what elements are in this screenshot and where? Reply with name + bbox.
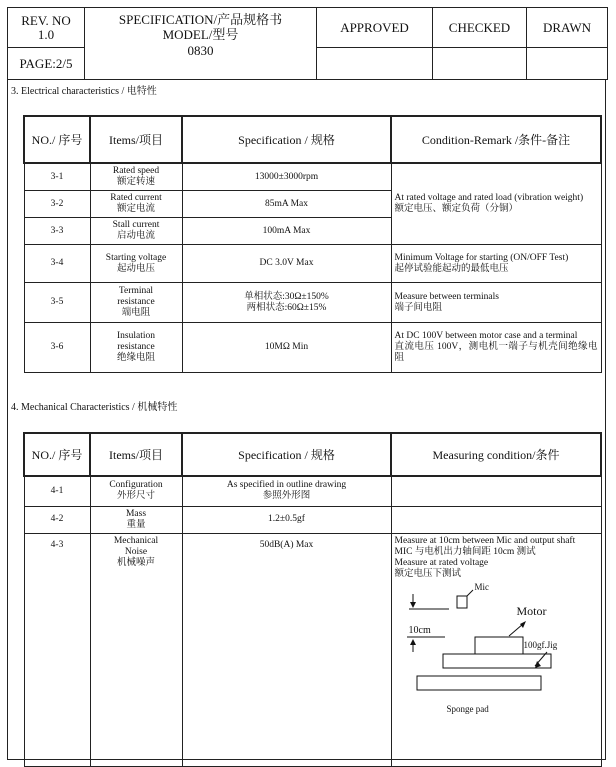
remark-en: Minimum Voltage for starting (ON/OFF Test) <box>394 252 569 263</box>
row-spec: 1.2±0.5gf <box>182 506 391 533</box>
item-cn: 额定电流 <box>116 204 155 214</box>
remark-cn: 端子间电阻 <box>394 302 443 313</box>
col-no: NO./ 序号 <box>24 116 90 163</box>
sponge-pad-label: Sponge pad <box>446 703 489 714</box>
remark-en: Measure between terminals <box>394 291 499 302</box>
spec-line2: 两相状态:60Ω±15% <box>246 302 327 313</box>
remark-en: At DC 100V between motor case and a terminal <box>394 331 578 341</box>
row-remark <box>391 163 601 245</box>
item-en: Terminal <box>118 286 154 296</box>
item-en2: resistance <box>117 297 155 307</box>
electrical-section-title: 3. Electrical characteristics / 电特性 <box>11 86 157 97</box>
item-cn: 额定转速 <box>116 177 155 187</box>
row-no: 3-6 <box>24 323 90 373</box>
row-spec <box>182 476 391 506</box>
spec-line1: 单相状态:30Ω±150% <box>244 291 329 302</box>
rev-no-label: REV. NO <box>21 12 71 28</box>
table-row <box>24 323 601 373</box>
row-spec: 100mA Max <box>182 218 391 245</box>
row-item <box>90 163 182 191</box>
row-condition <box>391 533 601 766</box>
item-en: Stall current <box>112 220 160 230</box>
item-en: Rated current <box>110 193 162 203</box>
condition-line: MIC 与电机出力轴间距 10cm 测试 <box>394 546 536 557</box>
row-spec: 10MΩ Min <box>182 323 391 373</box>
condition-line: Measure at rated voltage <box>394 557 489 568</box>
col-spec: Specification / 规格 <box>182 116 391 163</box>
approved-signature-cell <box>317 48 433 80</box>
distance-label: 10cm <box>408 624 431 636</box>
checked-header: CHECKED <box>433 8 527 48</box>
row-item <box>90 245 182 283</box>
row-no: 4-2 <box>24 506 90 533</box>
mic-shape <box>457 596 467 608</box>
motor-label: Motor <box>516 603 547 618</box>
spec-title: SPECIFICATION/产品规格书 <box>118 12 283 27</box>
condition-line: Measure at 10cm between Mic and output shaft <box>394 535 576 546</box>
rev-no-cell <box>8 8 85 48</box>
mechanical-table <box>23 432 602 767</box>
electrical-table <box>23 115 602 373</box>
page-number: PAGE:2/5 <box>8 48 85 80</box>
item-en: Starting voltage <box>105 252 167 263</box>
row-item <box>90 191 182 218</box>
item-en: Insulation <box>117 331 155 341</box>
item-cn: 重量 <box>126 519 146 530</box>
row-no: 3-5 <box>24 283 90 323</box>
col-items: Items/项目 <box>90 433 182 476</box>
table-header-row <box>24 433 601 476</box>
item-en: Rated speed <box>112 166 160 176</box>
row-spec: DC 3.0V Max <box>182 245 391 283</box>
item-cn: 启动电流 <box>116 231 155 241</box>
item-cn: 绝缘电阻 <box>116 353 155 363</box>
table-row <box>24 506 601 533</box>
row-item <box>90 476 182 506</box>
drawn-header: DRAWN <box>527 8 608 48</box>
approved-header: APPROVED <box>317 8 433 48</box>
row-no: 3-4 <box>24 245 90 283</box>
row-remark <box>391 323 601 373</box>
item-cn: 外形尺寸 <box>116 491 155 502</box>
row-item <box>90 323 182 373</box>
item-cn: 起动电压 <box>116 263 155 274</box>
row-remark <box>391 245 601 283</box>
item-en: Mass <box>125 508 147 519</box>
row-no: 3-3 <box>24 218 90 245</box>
row-no: 3-2 <box>24 191 90 218</box>
row-spec: 85mA Max <box>182 191 391 218</box>
table-row <box>24 283 601 323</box>
row-spec <box>182 283 391 323</box>
row-remark <box>391 283 601 323</box>
checked-signature-cell <box>433 48 527 80</box>
table-row <box>24 163 601 191</box>
jig-shape <box>443 654 551 668</box>
row-item <box>90 506 182 533</box>
item-en: Mechanical <box>113 535 159 546</box>
row-item <box>90 218 182 245</box>
sponge-pad-shape <box>417 676 541 690</box>
col-items: Items/项目 <box>90 116 182 163</box>
mechanical-section-title: 4. Mechanical Characteristics / 机械特性 <box>11 402 178 413</box>
row-condition <box>391 476 601 506</box>
row-spec: 50dB(A) Max <box>182 533 391 766</box>
row-no: 4-3 <box>24 533 90 766</box>
row-no: 4-1 <box>24 476 90 506</box>
col-no: NO./ 序号 <box>24 433 90 476</box>
item-en2: resistance <box>117 342 155 352</box>
model-label: MODEL/型号 <box>162 27 239 42</box>
remark-en: At rated voltage and rated load (vibration weight) <box>394 193 584 203</box>
col-spec: Specification / 规格 <box>182 433 391 476</box>
jig-label: 100gf.Jig <box>523 639 558 650</box>
row-no: 3-1 <box>24 163 90 191</box>
remark-cn: 直流电压 100V，测电机一端子与机壳间绝缘电阻 <box>394 342 598 363</box>
drawn-signature-cell <box>527 48 608 80</box>
table-header-row <box>24 116 601 163</box>
rev-no-value: 1.0 <box>37 26 55 42</box>
col-remark: Condition-Remark /条件-备注 <box>391 116 601 163</box>
header-table <box>7 7 608 80</box>
row-item <box>90 533 182 766</box>
mic-label: Mic <box>474 581 489 592</box>
row-spec: 13000±3000rpm <box>182 163 391 191</box>
model-value: 0830 <box>187 43 214 58</box>
remark-cn: 额定电压、额定负荷（分铜） <box>394 204 519 214</box>
item-en: Configuration <box>109 480 163 491</box>
row-condition <box>391 506 601 533</box>
col-condition: Measuring condition/条件 <box>391 433 601 476</box>
table-row <box>24 533 601 766</box>
spec-title-cell <box>85 8 317 80</box>
noise-measurement-diagram <box>399 582 569 742</box>
row-item <box>90 283 182 323</box>
spec-line2: 参照外形图 <box>262 491 311 502</box>
table-row <box>24 245 601 283</box>
item-cn: 端电阻 <box>121 308 151 318</box>
remark-cn: 起停试验能起动的最低电压 <box>394 263 509 274</box>
spec-line1: As specified in outline drawing <box>226 480 347 491</box>
table-row <box>24 476 601 506</box>
item-en2: Noise <box>124 546 148 557</box>
motor-shape <box>475 637 523 654</box>
item-cn: 机械噪声 <box>116 557 155 568</box>
condition-line: 额定电压下测试 <box>394 568 462 579</box>
